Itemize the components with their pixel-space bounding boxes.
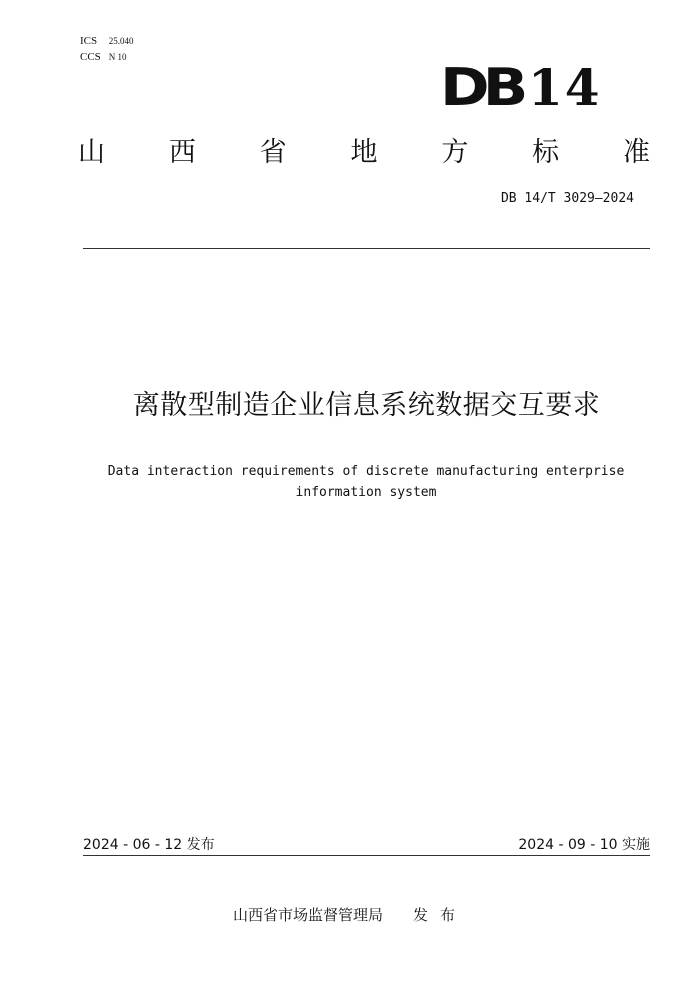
standard-type-char: 山: [78, 137, 105, 168]
standard-type-char: 西: [168, 137, 196, 168]
ccs-row: [80, 49, 134, 65]
document-title-cn: 离散型制造企业信息系统数据交互要求: [132, 390, 601, 421]
standard-number: DB 14/T 3029—2024: [500, 191, 634, 206]
header-divider: [83, 248, 650, 249]
ics-row: [80, 33, 134, 49]
issue-date: 2024 - 06 - 12 发布: [83, 837, 215, 853]
standard-type-char: 准: [622, 137, 650, 168]
title-en-line: Data interaction requirements of discrete manufacturing enterprise: [107, 464, 625, 479]
standard-type-char: 标: [532, 137, 560, 168]
logo-number: 14: [528, 58, 602, 117]
date-row: [83, 834, 650, 854]
footer-divider: [83, 855, 650, 856]
ics-value: 25.040: [108, 36, 134, 46]
standard-type-char: 地: [350, 137, 378, 168]
publisher-verb: 发布: [413, 906, 468, 924]
ccs-label: CCS: [80, 51, 101, 63]
implement-date: 2024 - 09 - 10 实施: [518, 837, 650, 853]
publisher: [0, 904, 700, 925]
ccs-value: N 10: [108, 52, 127, 62]
standard-type-char: 方: [441, 137, 469, 168]
standard-type-heading: [78, 136, 650, 170]
ics-label: ICS: [80, 35, 98, 47]
publisher-name: 山西省市场监督管理局: [232, 906, 383, 924]
logo-prefix: DB: [440, 58, 522, 118]
classification-codes: [80, 33, 134, 65]
document-title-en: [80, 461, 652, 503]
standard-type-char: 省: [259, 137, 287, 168]
title-en-line: information system: [295, 485, 437, 500]
